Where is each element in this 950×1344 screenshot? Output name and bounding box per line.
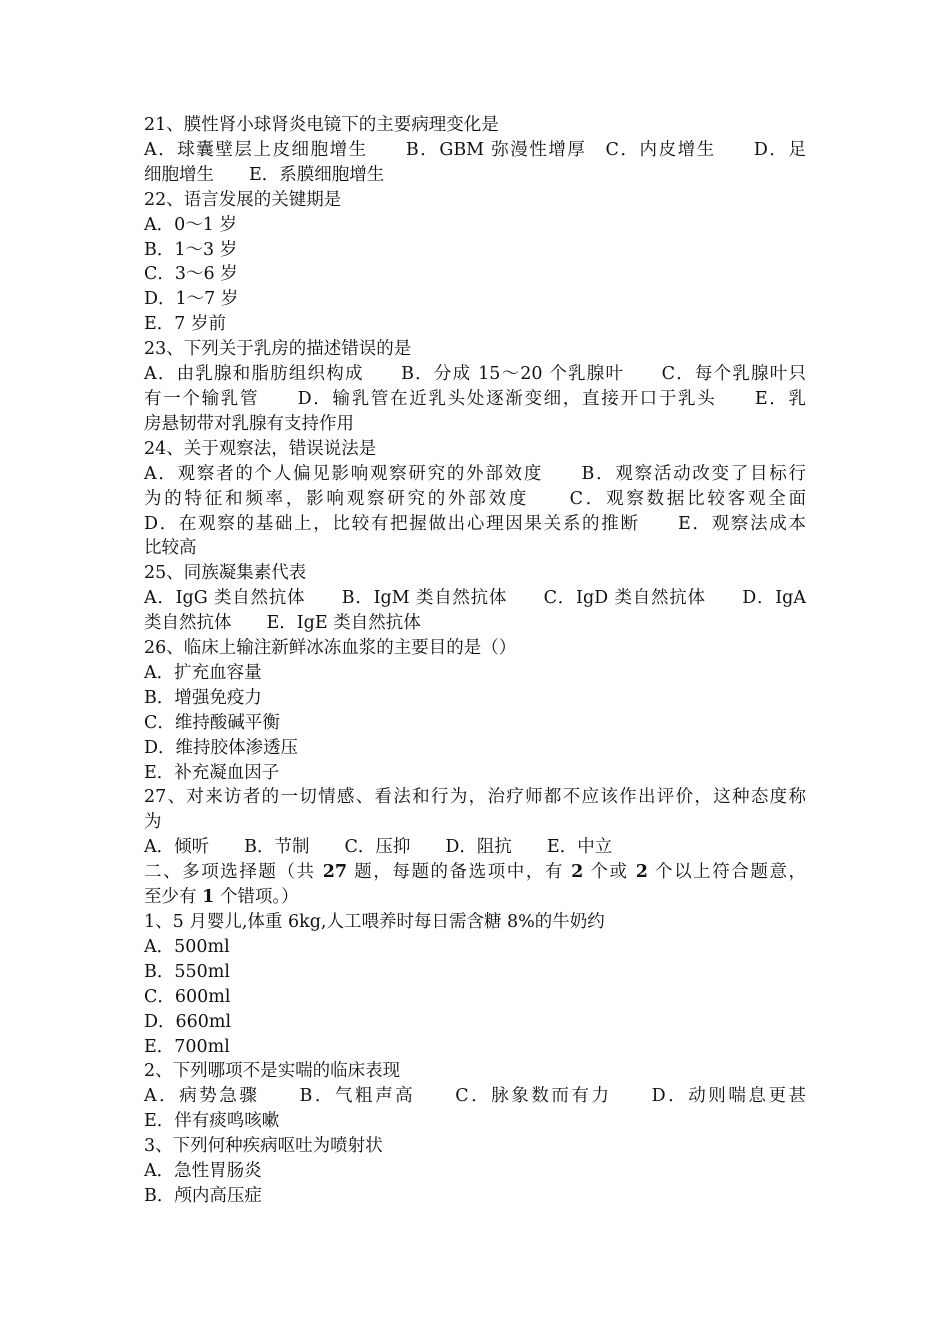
question-block-21-27 xyxy=(144,113,806,860)
text-line: 26、临床上输注新鲜冰冻血浆的主要目的是（） xyxy=(144,638,517,659)
section-heading-line-1: 二、多项选择题（共 27 题，每题的备选项中，有 2 个或 2 个以上符合题意， xyxy=(144,862,807,883)
section-heading-line-2: 至少有 1 个错项。） xyxy=(144,887,299,908)
text-line: 2、下列哪项不是实喘的临床表现 xyxy=(144,1061,401,1082)
text-line: E．伴有痰鸣咳嗽 xyxy=(144,1111,280,1132)
text-line: A．病势急骤 B．气粗声高 C．脉象数而有力 D．动则喘息更甚 xyxy=(144,1086,806,1107)
question-block-multi xyxy=(144,910,806,1209)
text-line: B．1～3 岁 xyxy=(144,239,238,260)
text-line: C．600ml xyxy=(144,986,231,1007)
text-line: E．补充凝血因子 xyxy=(144,762,280,783)
text-line: 类自然抗体 E．IgE 类自然抗体 xyxy=(144,613,421,634)
text-line: 比较高 xyxy=(144,538,197,559)
text-line: C．维持酸碱平衡 xyxy=(144,712,280,733)
text-line: 23、下列关于乳房的描述错误的是 xyxy=(144,339,412,360)
text-line: 27、对来访者的一切情感、看法和行为，治疗师都不应该作出评价，这种态度称 xyxy=(144,787,806,808)
text-line: 为 xyxy=(144,812,162,833)
text-line: D．在观察的基础上，比较有把握做出心理因果关系的推断 E．观察法成本 xyxy=(144,513,806,534)
text-line: D．维持胶体渗透压 xyxy=(144,737,299,758)
document-body xyxy=(144,113,806,1209)
text-line: 21、膜性肾小球肾炎电镜下的主要病理变化是 xyxy=(144,115,499,135)
text-line: A．500ml xyxy=(144,936,230,957)
text-line: E．7 岁前 xyxy=(144,314,226,335)
text-line: E．700ml xyxy=(144,1036,230,1057)
text-line: C．3～6 岁 xyxy=(144,264,238,285)
text-line: A．球囊壁层上皮细胞增生 B．GBM 弥漫性增厚 C．内皮增生 D．足 xyxy=(144,139,806,160)
text-line: A．扩充血容量 xyxy=(144,662,262,683)
text-line: 22、语言发展的关键期是 xyxy=(144,189,342,210)
text-line: D．1～7 岁 xyxy=(144,289,239,310)
text-line: A．0～1 岁 xyxy=(144,214,237,235)
text-line: 3、下列何种疾病呕吐为喷射状 xyxy=(144,1136,383,1157)
text-line: A．急性胃肠炎 xyxy=(144,1161,262,1182)
text-line: 1、5 月婴儿,体重 6kg,人工喂养时每日需含糖 8%的牛奶约 xyxy=(144,912,605,932)
text-line: 25、同族凝集素代表 xyxy=(144,563,307,584)
text-line: A．IgG 类自然抗体 B．IgM 类自然抗体 C．IgD 类自然抗体 D．IgA xyxy=(144,588,806,609)
text-line: B．颅内高压症 xyxy=(144,1185,262,1206)
text-line: 房悬韧带对乳腺有支持作用 xyxy=(144,413,354,434)
text-line: 有一个输乳管 D．输乳管在近乳头处逐渐变细，直接开口于乳头 E．乳 xyxy=(144,388,806,409)
text-line: 为的特征和频率，影响观察研究的外部效度 C．观察数据比较客观全面 xyxy=(144,488,806,509)
text-line: B．增强免疫力 xyxy=(144,687,262,708)
text-line: D．660ml xyxy=(144,1011,232,1032)
text-line: A．倾听 B．节制 C．压抑 D．阻抗 E．中立 xyxy=(144,837,613,858)
text-line: 24、关于观察法，错误说法是 xyxy=(144,438,377,459)
text-line: A．观察者的个人偏见影响观察研究的外部效度 B．观察活动改变了目标行 xyxy=(144,463,806,484)
text-line: A．由乳腺和脂肪组织构成 B．分成 15～20 个乳腺叶 C．每个乳腺叶只 xyxy=(144,364,806,385)
text-line: 细胞增生 E．系膜细胞增生 xyxy=(144,164,385,185)
text-line: B．550ml xyxy=(144,961,230,982)
